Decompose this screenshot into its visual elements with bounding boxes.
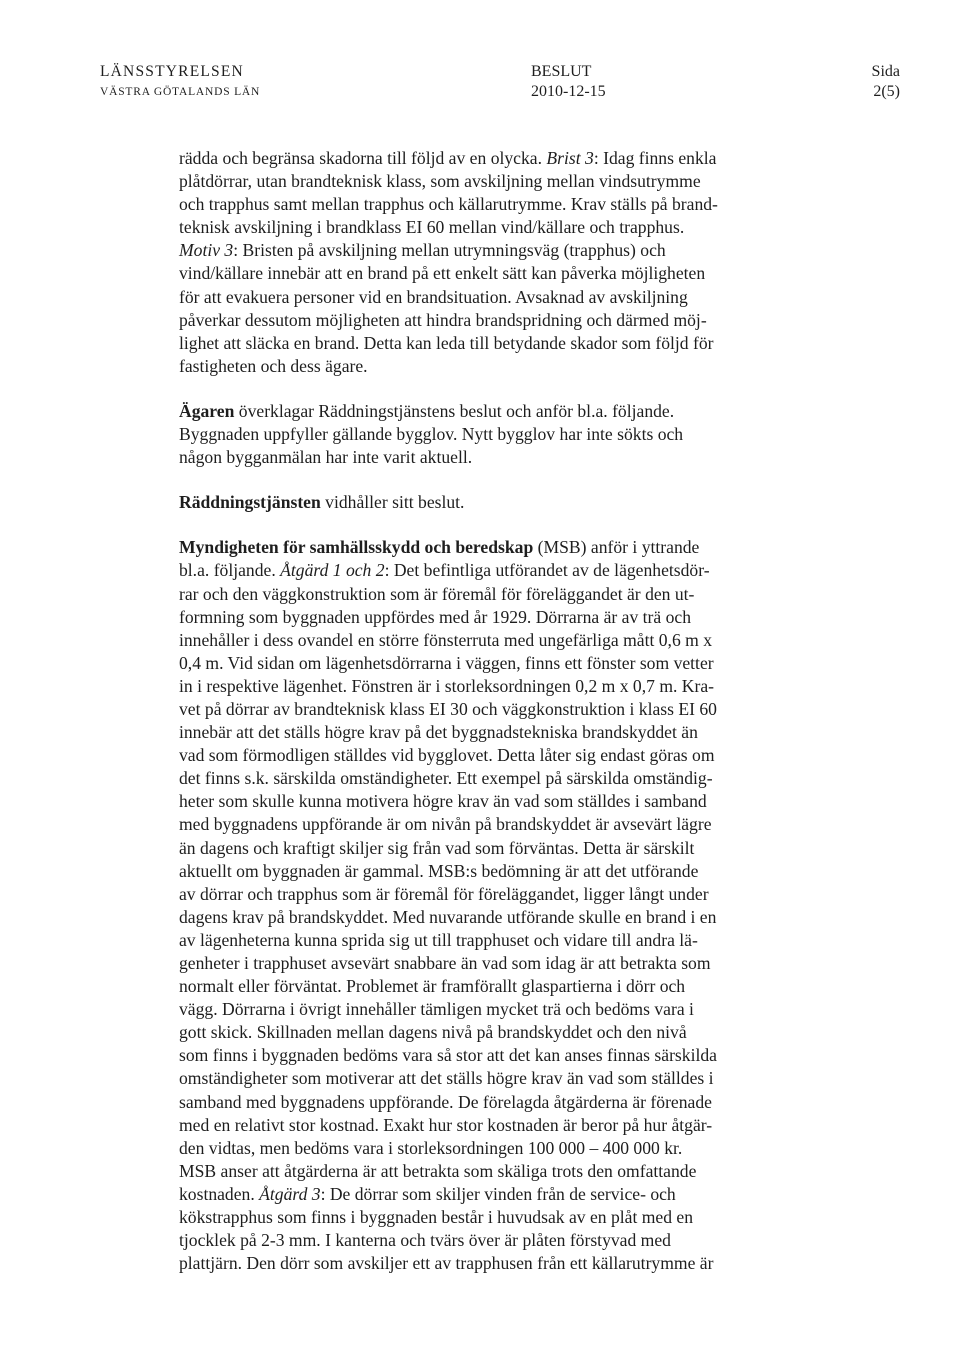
text-line	[179, 813, 829, 836]
text-line	[179, 147, 829, 170]
paragraph-gap	[179, 469, 829, 491]
paragraph-msb-statement	[179, 536, 829, 1275]
text-line	[179, 1229, 829, 1252]
italic-text: Åtgärd 3	[259, 1183, 321, 1204]
text-line	[179, 170, 829, 193]
text-run: normalt eller förväntat. Problemet är framförallt glaspartierna i dörr och	[179, 976, 686, 997]
text-line	[179, 1021, 829, 1044]
text-run: bl.a. följande.	[179, 560, 281, 581]
text-line	[179, 193, 829, 216]
text-run: vet på dörrar av brandteknisk klass EI 30 och väggkonstruktion i klass EI 60	[179, 698, 717, 719]
text-line	[179, 1091, 829, 1114]
authority-county: VÄSTRA GÖTALANDS LÄN	[100, 86, 261, 98]
text-run: heter som skulle kunna motivera högre krav än vad som ställdes i samband	[179, 791, 707, 812]
text-line	[179, 423, 829, 446]
text-run: kökstrapphus som finns i byggnaden består i huvudsak av en plåt med en	[179, 1207, 694, 1228]
italic-text: Motiv 3	[179, 240, 234, 261]
text-run: påverkar dessutom möjligheten att hindra brandspridning och därmed möj-	[179, 309, 707, 330]
text-line	[179, 262, 829, 285]
text-run: lighet att släcka en brand. Detta kan leda till betydande skador som följd för	[179, 332, 714, 353]
authority-name: LÄNSSTYRELSEN	[100, 63, 244, 80]
text-run: rar och den väggkonstruktion som är föremål för föreläggandet är den ut-	[179, 583, 695, 604]
text-line	[179, 721, 829, 744]
text-line	[179, 675, 829, 698]
document-meta	[531, 62, 606, 102]
text-run: innebär att det ställs högre krav på det byggnadstekniska brandskyddet än	[179, 722, 698, 743]
text-run: gott skick. Skillnaden mellan dagens nivå på brandskyddet och den nivå	[179, 1022, 687, 1043]
text-line	[179, 1114, 829, 1137]
document-body	[179, 147, 829, 1275]
text-run: MSB anser att åtgärderna är att betrakta som skäliga trots den omfattande	[179, 1160, 697, 1181]
text-run: rädda och begränsa skadorna till följd av en olycka.	[179, 148, 547, 168]
text-line	[179, 355, 829, 378]
paragraph-motivation	[179, 147, 829, 378]
text-run: för att evakuera personer vid en brandsituation. Avsaknad av avskiljning	[179, 286, 688, 307]
text-run: än dagens och kraftigt skiljer sig från vad som förväntas. Detta är särskilt	[179, 837, 695, 858]
text-run: : De dörrar som skiljer vinden från de service- och	[320, 1183, 676, 1204]
text-line	[179, 952, 829, 975]
text-line	[179, 332, 829, 355]
text-line	[179, 309, 829, 332]
italic-text: Åtgärd 1 och 2	[280, 560, 385, 581]
text-line	[179, 837, 829, 860]
text-run: Byggnaden uppfyller gällande bygglov. Nytt bygglov har inte sökts och	[179, 424, 684, 445]
text-line	[179, 1206, 829, 1229]
text-run: vad som förmodligen ställdes vid bygglovet. Detta låter sig endast göras om	[179, 745, 715, 766]
text-run: teknisk avskiljning i brandklass EI 60 mellan vind/källare och trapphus.	[179, 217, 685, 238]
text-line	[179, 652, 829, 675]
text-run: in i respektive lägenhet. Fönstren är i storleksordningen 0,2 m x 0,7 m. Kra-	[179, 675, 715, 696]
text-line	[179, 1044, 829, 1067]
bold-text: Ägaren	[179, 400, 235, 421]
text-run: med en relativt stor kostnad. Exakt hur stor kostnaden är beror på hur åtgär-	[179, 1114, 713, 1135]
text-line	[179, 216, 829, 239]
text-run: vind/källare innebär att en brand på ett enkelt sätt kan påverka möjligheten	[179, 263, 706, 284]
document-type: BESLUT	[531, 63, 592, 80]
text-line	[179, 559, 829, 582]
text-run: omständigheter som motiverar att det ställs högre krav än vad som ställdes i	[179, 1068, 714, 1089]
text-run: av dörrar och trapphus som är föremål för föreläggandet, ligger långt under	[179, 883, 709, 904]
text-run: plåtdörrar, utan brandteknisk klass, som avskiljning mellan vindsutrymme	[179, 171, 701, 192]
text-line	[179, 583, 829, 606]
text-line	[179, 536, 829, 559]
text-run: tjocklek på 2-3 mm. I kanterna och tvärs över är plåten förstyvad med	[179, 1230, 671, 1251]
text-line	[179, 1183, 829, 1206]
paragraph-gap	[179, 514, 829, 536]
document-date: 2010-12-15	[531, 83, 606, 100]
text-run: : Bristen på avskiljning mellan utrymningsväg (trapphus) och	[233, 240, 666, 261]
text-line	[179, 975, 829, 998]
text-run: samband med byggnadens uppförande. De förelagda åtgärderna är förenade	[179, 1091, 712, 1112]
text-line	[179, 860, 829, 883]
text-run: aktuellt om byggnaden är gammal. MSB:s bedömning är att det utförande	[179, 860, 699, 881]
text-run: 0,4 m. Vid sidan om lägenhetsdörrarna i väggen, finns ett fönster som vetter	[179, 652, 714, 673]
text-line	[179, 883, 829, 906]
text-run: det finns s.k. särskilda omständigheter. Ett exempel på särskilda omständig-	[179, 768, 713, 789]
paragraph-rescue-service	[179, 491, 829, 514]
authority-header	[100, 62, 260, 102]
text-line	[179, 446, 829, 469]
text-line	[179, 998, 829, 1021]
text-line	[179, 790, 829, 813]
text-line	[179, 1252, 829, 1275]
text-line	[179, 1160, 829, 1183]
text-line	[179, 767, 829, 790]
text-line	[179, 606, 829, 629]
paragraph-gap	[179, 378, 829, 400]
text-run: dagens krav på brandskyddet. Med nuvarande utförande skulle en brand i en	[179, 906, 717, 927]
text-run: formning som byggnaden uppfördes med år 1929. Dörrarna är av trä och	[179, 606, 692, 627]
text-run: vidhåller sitt beslut.	[320, 492, 465, 513]
text-run: : Idag finns enkla	[593, 148, 717, 168]
text-run: (MSB) anför i yttrande	[533, 537, 700, 558]
text-run: vägg. Dörrarna i övrigt innehåller tämligen mycket trä och bedöms vara i	[179, 999, 694, 1020]
text-line	[179, 239, 829, 262]
text-line	[179, 286, 829, 309]
text-line	[179, 1067, 829, 1090]
text-run: plattjärn. Den dörr som avskiljer ett av trapphusen från ett källarutrymme är	[179, 1253, 714, 1274]
text-line	[179, 906, 829, 929]
page-label: Sida	[871, 63, 900, 80]
italic-text: Brist 3	[546, 148, 594, 168]
text-line	[179, 629, 829, 652]
text-line	[179, 1137, 829, 1160]
text-line	[179, 744, 829, 767]
text-run: överklagar Räddningstjänstens beslut och anför bl.a. följande.	[234, 400, 675, 421]
text-run: kostnaden.	[179, 1183, 260, 1204]
page-indicator	[872, 62, 900, 102]
text-run: som finns i byggnaden bedöms vara så stor att det kan anses finnas särskilda	[179, 1045, 717, 1066]
text-line	[179, 491, 829, 514]
page-number: 2(5)	[873, 83, 900, 100]
bold-text: Myndigheten för samhällsskydd och beredskap	[179, 537, 534, 558]
text-line	[179, 698, 829, 721]
text-line	[179, 400, 829, 423]
text-run: genheter i trapphuset avsevärt snabbare än vad som idag är att betrakta som	[179, 953, 711, 973]
text-line	[179, 929, 829, 952]
paragraph-owner-appeal	[179, 400, 829, 469]
bold-text: Räddningstjänsten	[179, 492, 321, 513]
text-run: innehåller i dess ovandel en större fönsterruta med ungefärliga mått 0,6 m x	[179, 629, 713, 650]
text-run: : Det befintliga utförandet av de lägenhetsdör-	[384, 560, 710, 581]
text-run: fastigheten och dess ägare.	[179, 355, 368, 376]
text-run: med byggnadens uppförande är om nivån på brandskyddet är avsevärt lägre	[179, 814, 712, 835]
text-run: och trapphus samt mellan trapphus och källarutrymme. Krav ställs på brand-	[179, 194, 718, 215]
text-run: av lägenheterna kunna sprida sig ut till trapphuset och vidare till andra lä-	[179, 929, 698, 950]
text-run: den vidtas, men bedöms vara i storleksordningen 100 000 – 400 000 kr.	[179, 1137, 683, 1158]
text-run: någon bygganmälan har inte varit aktuell.	[179, 447, 473, 468]
